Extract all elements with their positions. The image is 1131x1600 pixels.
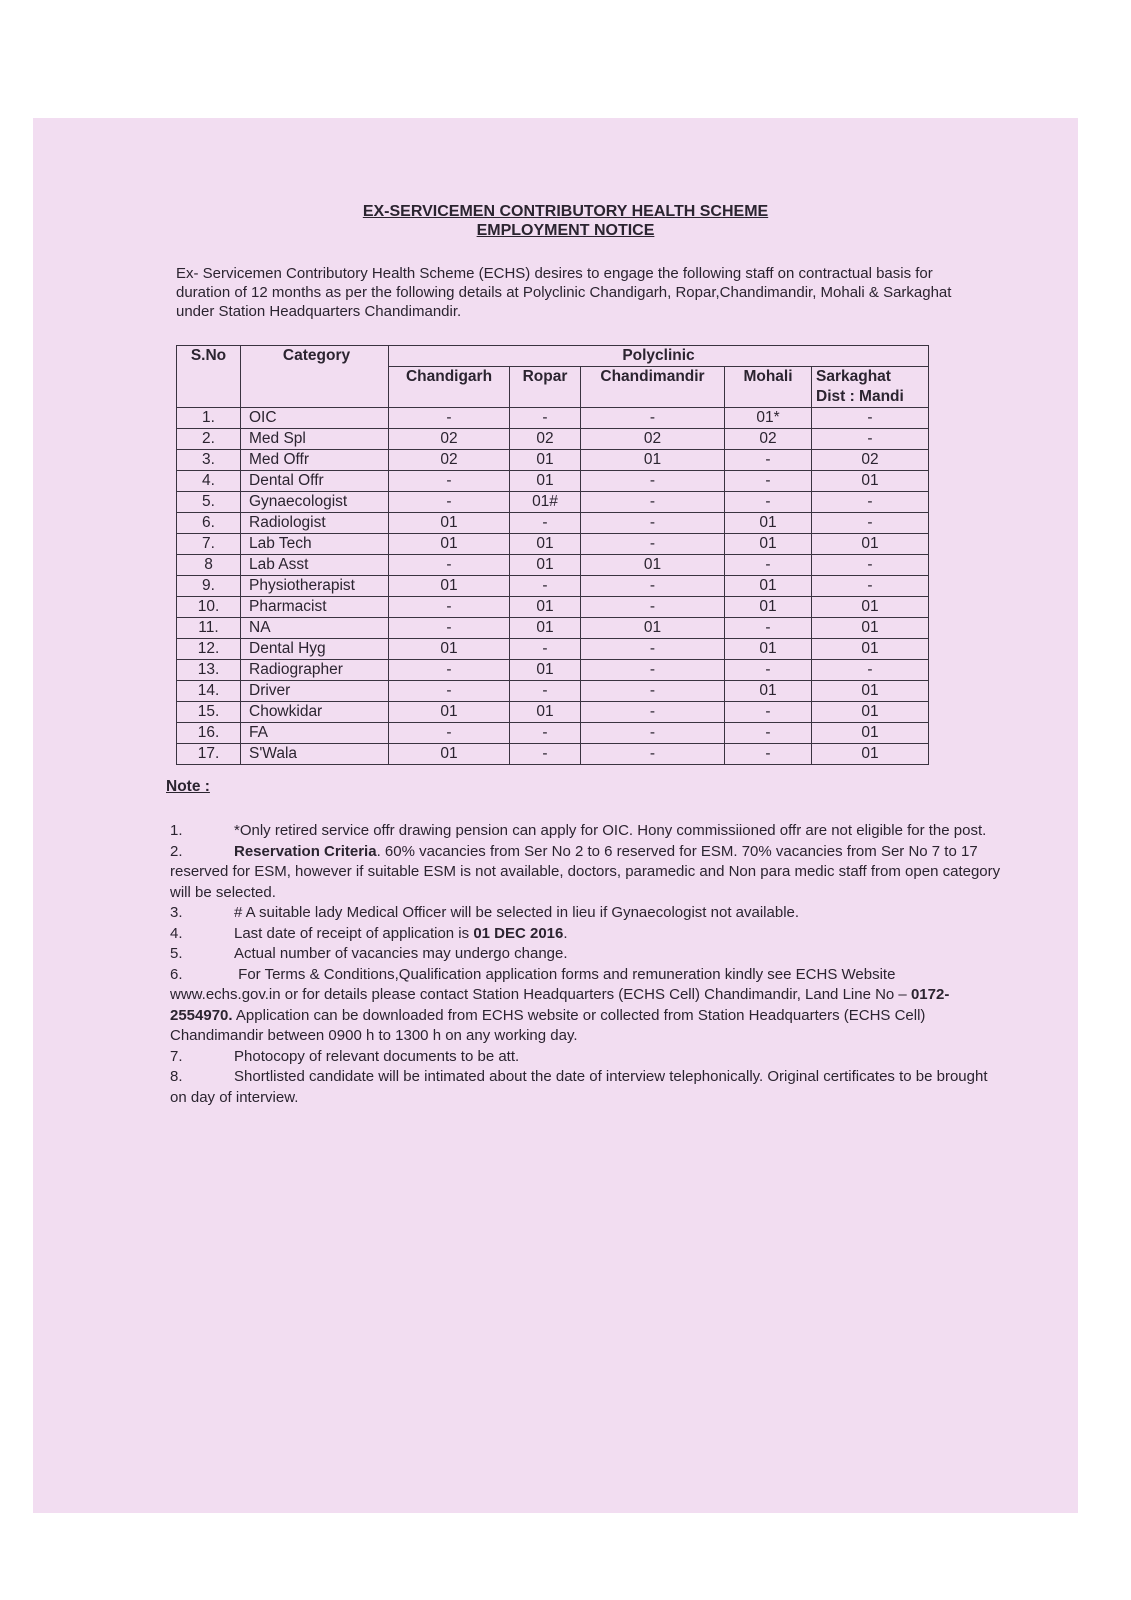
vacancy-cell: 01 (389, 534, 510, 555)
vacancy-cell: - (725, 744, 812, 765)
vacancy-cell: - (510, 408, 581, 429)
row-category: Dental Hyg (241, 639, 389, 660)
table-row (177, 597, 929, 618)
row-sno: 8 (177, 555, 241, 576)
note-2: 2. Reservation Criteria. 60% vacancies from Ser No 2 to 6 reserved for ESM. 70% vacancies from Ser No 7 to 17 reserved for ESM, however if suitable ESM is not available, doctors, paramedic and Non para medic staff from open category will be selected. (170, 842, 1001, 901)
row-category: Med Spl (241, 429, 389, 450)
row-category: Lab Tech (241, 534, 389, 555)
vacancy-cell: - (581, 492, 725, 513)
vacancy-cell: - (581, 744, 725, 765)
row-category: Med Offr (241, 450, 389, 471)
vacancy-cell: 02 (725, 429, 812, 450)
row-category: OIC (241, 408, 389, 429)
vacancy-cell: - (725, 555, 812, 576)
vacancy-cell: 01 (812, 534, 929, 555)
vacancy-cell: 01 (389, 702, 510, 723)
vacancy-cell: - (812, 408, 929, 429)
vacancy-cell: - (510, 681, 581, 702)
vacancy-cell: - (581, 660, 725, 681)
row-sno: 14. (177, 681, 241, 702)
vacancy-cell: - (725, 702, 812, 723)
vacancy-cell: 01 (725, 681, 812, 702)
header-mohali: Mohali (725, 367, 812, 408)
vacancy-cell: 01 (725, 576, 812, 597)
row-sno: 13. (177, 660, 241, 681)
row-sno: 3. (177, 450, 241, 471)
row-sno: 12. (177, 639, 241, 660)
phone-number: 0172-2554970. (170, 986, 950, 1024)
vacancy-cell: 02 (389, 450, 510, 471)
vacancy-cell: 01 (510, 450, 581, 471)
table-row (177, 744, 929, 765)
row-sno: 17. (177, 744, 241, 765)
vacancy-table (176, 345, 929, 765)
vacancy-cell: - (581, 702, 725, 723)
row-sno: 11. (177, 618, 241, 639)
note-heading: Note : (166, 778, 210, 795)
vacancy-cell: - (389, 618, 510, 639)
table-row (177, 555, 929, 576)
vacancy-cell: 01 (812, 744, 929, 765)
table-row (177, 450, 929, 471)
vacancy-cell: 01# (510, 492, 581, 513)
last-date: 01 DEC 2016 (473, 924, 564, 942)
note-4: 4. Last date of receipt of application is 01 DEC 2016. (170, 924, 568, 942)
note-1: 1. *Only retired service offr drawing pension can apply for OIC. Hony commissiioned offr are not eligible for the post. (170, 822, 987, 839)
vacancy-cell: 01 (510, 471, 581, 492)
note-7: 7. Photocopy of relevant documents to be att. (170, 1047, 520, 1065)
row-category: Dental Offr (241, 471, 389, 492)
vacancy-cell: 02 (581, 429, 725, 450)
vacancy-cell: 01 (812, 471, 929, 492)
vacancy-cell: 01 (725, 639, 812, 660)
scanned-page (33, 118, 1078, 1513)
row-sno: 5. (177, 492, 241, 513)
vacancy-cell: - (725, 492, 812, 513)
row-sno: 1. (177, 408, 241, 429)
header-chandimandir: Chandimandir (581, 367, 725, 408)
vacancy-cell: - (389, 555, 510, 576)
echs-website-link[interactable]: www.echs.gov.in (170, 986, 281, 1003)
vacancy-cell: 01 (725, 534, 812, 555)
vacancy-cell: - (812, 555, 929, 576)
vacancy-cell: 01 (389, 744, 510, 765)
vacancy-cell: 01 (812, 618, 929, 639)
note-6: 6. For Terms & Conditions,Qualification application forms and remuneration kindly see ECHS Website www.echs.gov.in or for details please contact Station Headquarters (ECHS Cell) Chandimandir, Land Line No – 0172-2554970. Application can be downloaded from ECHS website or collected from Station Headquarters (ECHS Cell) Chandimandir between 0900 h to 1300 h on any working day. (170, 965, 950, 1044)
vacancy-cell: 01 (510, 555, 581, 576)
table-row (177, 492, 929, 513)
row-sno: 9. (177, 576, 241, 597)
vacancy-cell: 01 (725, 513, 812, 534)
vacancy-cell: - (389, 492, 510, 513)
table-row (177, 681, 929, 702)
vacancy-cell: - (581, 723, 725, 744)
table-row (177, 576, 929, 597)
vacancy-cell: 01 (510, 597, 581, 618)
vacancy-cell: - (581, 471, 725, 492)
vacancy-cell: - (510, 723, 581, 744)
vacancy-cell: - (812, 429, 929, 450)
vacancy-cell: - (725, 618, 812, 639)
vacancy-cell: - (725, 723, 812, 744)
vacancy-cell: 01 (812, 723, 929, 744)
vacancy-cell: 01 (389, 513, 510, 534)
table-row (177, 702, 929, 723)
row-category: Gynaecologist (241, 492, 389, 513)
table-row (177, 534, 929, 555)
vacancy-cell: - (389, 597, 510, 618)
table-row (177, 723, 929, 744)
table-row (177, 660, 929, 681)
intro-paragraph: Ex- Servicemen Contributory Health Scheme (ECHS) desires to engage the following staff on contractual basis for duration of 12 months as per the following details at Polyclinic Chandigarh, Ropar,Chandimandir, Mohali & Sarkaghat under Station Headquarters Chandimandir. (176, 265, 952, 320)
vacancy-cell: 01 (812, 681, 929, 702)
vacancy-cell: - (510, 576, 581, 597)
row-category: FA (241, 723, 389, 744)
vacancy-cell: - (725, 450, 812, 471)
vacancy-cell: 01 (510, 660, 581, 681)
row-category: NA (241, 618, 389, 639)
vacancy-cell: - (510, 513, 581, 534)
vacancy-cell: 01 (510, 618, 581, 639)
table-row (177, 471, 929, 492)
header-ropar: Ropar (510, 367, 581, 408)
header-sno: S.No (177, 346, 241, 408)
vacancy-cell: - (581, 639, 725, 660)
row-category: Radiologist (241, 513, 389, 534)
vacancy-cell: 01* (725, 408, 812, 429)
vacancy-cell: - (581, 597, 725, 618)
vacancy-cell: - (581, 576, 725, 597)
vacancy-cell: - (389, 408, 510, 429)
note-8: 8. Shortlisted candidate will be intimated about the date of interview telephonically. Original certificates to be brought on day of interview. (170, 1068, 988, 1106)
vacancy-cell: - (389, 660, 510, 681)
vacancy-cell: - (581, 534, 725, 555)
row-category: Pharmacist (241, 597, 389, 618)
row-category: Chowkidar (241, 702, 389, 723)
table-row (177, 408, 929, 429)
vacancy-cell: 01 (725, 597, 812, 618)
row-category: Lab Asst (241, 555, 389, 576)
vacancy-cell: 01 (389, 639, 510, 660)
header-polyclinic: Polyclinic (389, 346, 929, 367)
vacancy-cell: 02 (510, 429, 581, 450)
vacancy-cell: - (812, 492, 929, 513)
table-row (177, 429, 929, 450)
vacancy-cell: - (510, 744, 581, 765)
vacancy-cell: - (812, 513, 929, 534)
vacancy-cell: 01 (510, 702, 581, 723)
vacancy-cell: 01 (812, 597, 929, 618)
vacancy-cell: - (510, 639, 581, 660)
vacancy-cell: - (725, 471, 812, 492)
table-row (177, 639, 929, 660)
vacancy-cell: - (812, 660, 929, 681)
row-sno: 4. (177, 471, 241, 492)
row-category: Radiographer (241, 660, 389, 681)
row-sno: 15. (177, 702, 241, 723)
notes-list (170, 821, 1005, 1108)
vacancy-cell: 02 (812, 450, 929, 471)
vacancy-cell: - (389, 723, 510, 744)
row-sno: 10. (177, 597, 241, 618)
vacancy-cell: - (581, 513, 725, 534)
header-category: Category (241, 346, 389, 408)
row-sno: 6. (177, 513, 241, 534)
vacancy-cell: 01 (581, 618, 725, 639)
note-3: 3. # A suitable lady Medical Officer will be selected in lieu if Gynaecologist not available. (170, 904, 800, 921)
vacancy-cell: - (581, 681, 725, 702)
vacancy-cell: - (581, 408, 725, 429)
vacancy-cell: - (389, 681, 510, 702)
header-sarkaghat: Sarkaghat Dist : Mandi (812, 367, 929, 408)
vacancy-cell: 01 (812, 702, 929, 723)
notice-title: EX-SERVICEMEN CONTRIBUTORY HEALTH SCHEME (362, 203, 769, 220)
vacancy-cell: - (812, 576, 929, 597)
notice-subtitle: EMPLOYMENT NOTICE (476, 222, 655, 239)
row-category: S'Wala (241, 744, 389, 765)
row-sno: 2. (177, 429, 241, 450)
table-row (177, 618, 929, 639)
table-row (177, 513, 929, 534)
row-sno: 16. (177, 723, 241, 744)
vacancy-cell: - (389, 471, 510, 492)
vacancy-cell: - (725, 660, 812, 681)
row-category: Driver (241, 681, 389, 702)
vacancy-cell: 01 (581, 450, 725, 471)
row-category: Physiotherapist (241, 576, 389, 597)
vacancy-cell: 01 (389, 576, 510, 597)
vacancy-cell: 01 (812, 639, 929, 660)
note-5: 5. Actual number of vacancies may undergo change. (170, 945, 568, 962)
header-chandigarh: Chandigarh (389, 367, 510, 408)
row-sno: 7. (177, 534, 241, 555)
vacancy-cell: 02 (389, 429, 510, 450)
vacancy-cell: 01 (510, 534, 581, 555)
vacancy-cell: 01 (581, 555, 725, 576)
